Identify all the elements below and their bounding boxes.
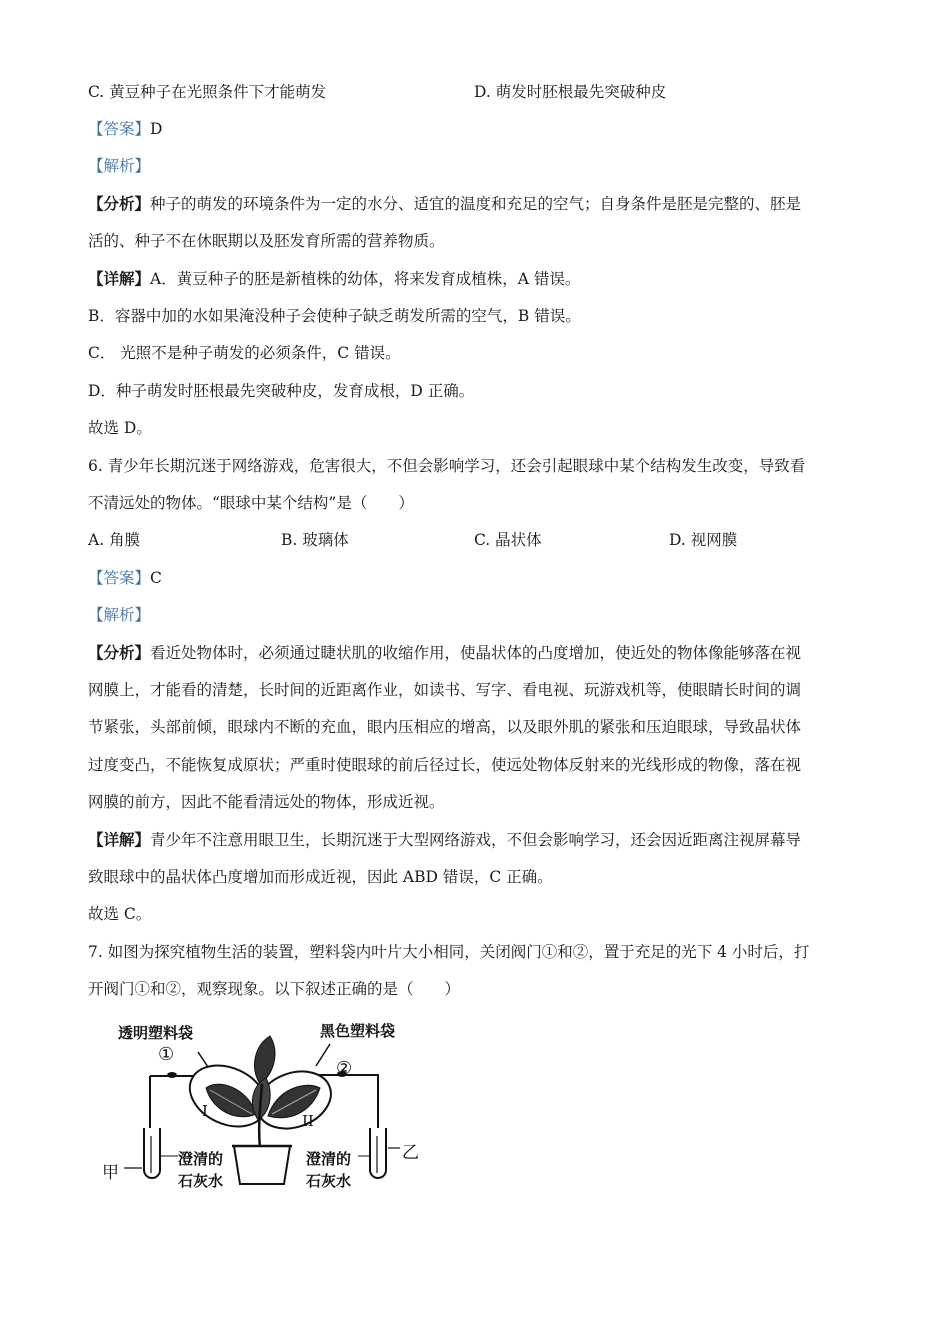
label-tube-jia: 甲 [102,1163,119,1183]
label-valve-1: ① [158,1044,175,1065]
analysis-tag: 【解析】 [88,157,151,175]
q6-answer-line [88,567,162,589]
q6-answer: C [150,569,162,587]
q5-option-c: C. 黄豆种子在光照条件下才能萌发 [88,83,327,101]
q5-fenxi-line-1 [88,193,801,215]
q5-fenxi-text-1: 种子的萌发的环境条件为一定的水分、适宜的温度和充足的空气；自身条件是胚是完整的、胚是 [150,195,802,213]
answer-tag: 【答案】 [88,569,151,587]
q6-fenxi-text-1: 看近处物体时，必须通过睫状肌的收缩作用，使晶状体的凸度增加，使近处的物体像能够落在视 [150,644,802,662]
q6-option-d: D. 视网膜 [669,531,738,549]
label-leaf-1: I [202,1102,208,1120]
q5-detail-line-d: D．种子萌发时胚根最先突破种皮，发育成根，D 正确。 [88,382,475,400]
q6-fenxi-line-4: 过度变凸，不能恢复成原状；严重时使眼球的前后径过长，使远处物体反射来的光线形成的物像，落在视 [88,756,802,774]
plant-experiment-figure [98,1018,428,1198]
label-lime-left-1: 澄清的 [178,1150,224,1168]
q6-detail-text-1: 青少年不注意用眼卫生，长期沉迷于大型网络游戏，不但会影响学习，还会因近距离注视屏幕导 [150,831,802,849]
fenxi-tag: 【分析】 [88,194,151,213]
q6-option-c: C. 晶状体 [474,531,542,549]
test-tube-right-icon [370,1128,386,1178]
q6-fenxi-line-1 [88,642,801,664]
q5-option-d: D. 萌发时胚根最先突破种皮 [474,83,667,101]
q5-fenxi-line-2: 活的、种子不在休眠期以及胚发育所需的营养物质。 [88,232,445,250]
q6-choose: 故选 C。 [88,905,152,923]
q6-stem-2: 不清远处的物体。“眼球中某个结构”是（ ） [88,494,414,512]
valve-1-icon [167,1072,177,1078]
q7-stem-2: 开阀门①和②，观察现象。以下叙述正确的是（ ） [88,980,461,998]
detail-tag: 【详解】 [88,830,151,849]
test-tube-left-icon [144,1128,160,1178]
q6-fenxi-line-5: 网膜的前方，因此不能看清远处的物体，形成近视。 [88,793,445,811]
label-lime-left-2: 石灰水 [178,1172,224,1190]
label-valve-2: ② [336,1058,353,1079]
detail-tag: 【详解】 [88,269,151,288]
q5-detail-line-c: C． 光照不是种子萌发的必须条件，C 错误。 [88,344,401,362]
q6-fenxi-line-2: 网膜上，才能看的清楚，长时间的近距离作业，如读书、写字、看电视、玩游戏机等，使眼睛长时间的调 [88,681,802,699]
q6-option-a: A. 角膜 [88,531,141,549]
q6-analysis-heading [88,604,150,626]
q7-stem-1: 7. 如图为探究植物生活的装置，塑料袋内叶片大小相同，关闭阀门①和②，置于充足的光下 4 小时后，打 [88,943,810,961]
answer-tag: 【答案】 [88,120,151,138]
top-leaf-icon [255,1036,275,1084]
q5-analysis-heading [88,155,150,177]
label-clear-bag: 透明塑料袋 [118,1024,194,1042]
q6-fenxi-line-3: 节紧张，头部前倾，眼球内不断的充血，眼内压相应的增高，以及眼外肌的紧张和压迫眼球，导致晶状体 [88,718,802,736]
label-black-bag: 黑色塑料袋 [320,1022,396,1040]
label-tube-yi: 乙 [402,1143,419,1163]
q5-answer-line [88,118,162,140]
q6-option-b: B. 玻璃体 [281,531,349,549]
q6-detail-line-1 [88,829,801,851]
q5-choose: 故选 D。 [88,419,152,437]
label-lime-right-2: 石灰水 [306,1172,352,1190]
q6-detail-line-2: 致眼球中的晶状体凸度增加而形成近视，因此 ABD 错误，C 正确。 [88,868,553,886]
q5-detail-line-b: B．容器中加的水如果淹没种子会使种子缺乏萌发所需的空气，B 错误。 [88,307,581,325]
q5-answer: D [150,120,163,138]
q5-detail-text-a: A．黄豆种子的胚是新植株的幼体，将来发育成植株，A 错误。 [150,270,581,288]
q6-stem-1: 6. 青少年长期沉迷于网络游戏，危害很大，不但会影响学习，还会引起眼球中某个结构发生改变，导致看 [88,457,806,475]
label-lime-right-1: 澄清的 [306,1150,352,1168]
q5-detail-line-a [88,268,580,290]
plant-experiment-diagram [98,1018,428,1198]
fenxi-tag: 【分析】 [88,643,151,662]
analysis-tag: 【解析】 [88,606,151,624]
flower-pot-icon [234,1146,290,1184]
label-leaf-2: II [302,1112,314,1130]
